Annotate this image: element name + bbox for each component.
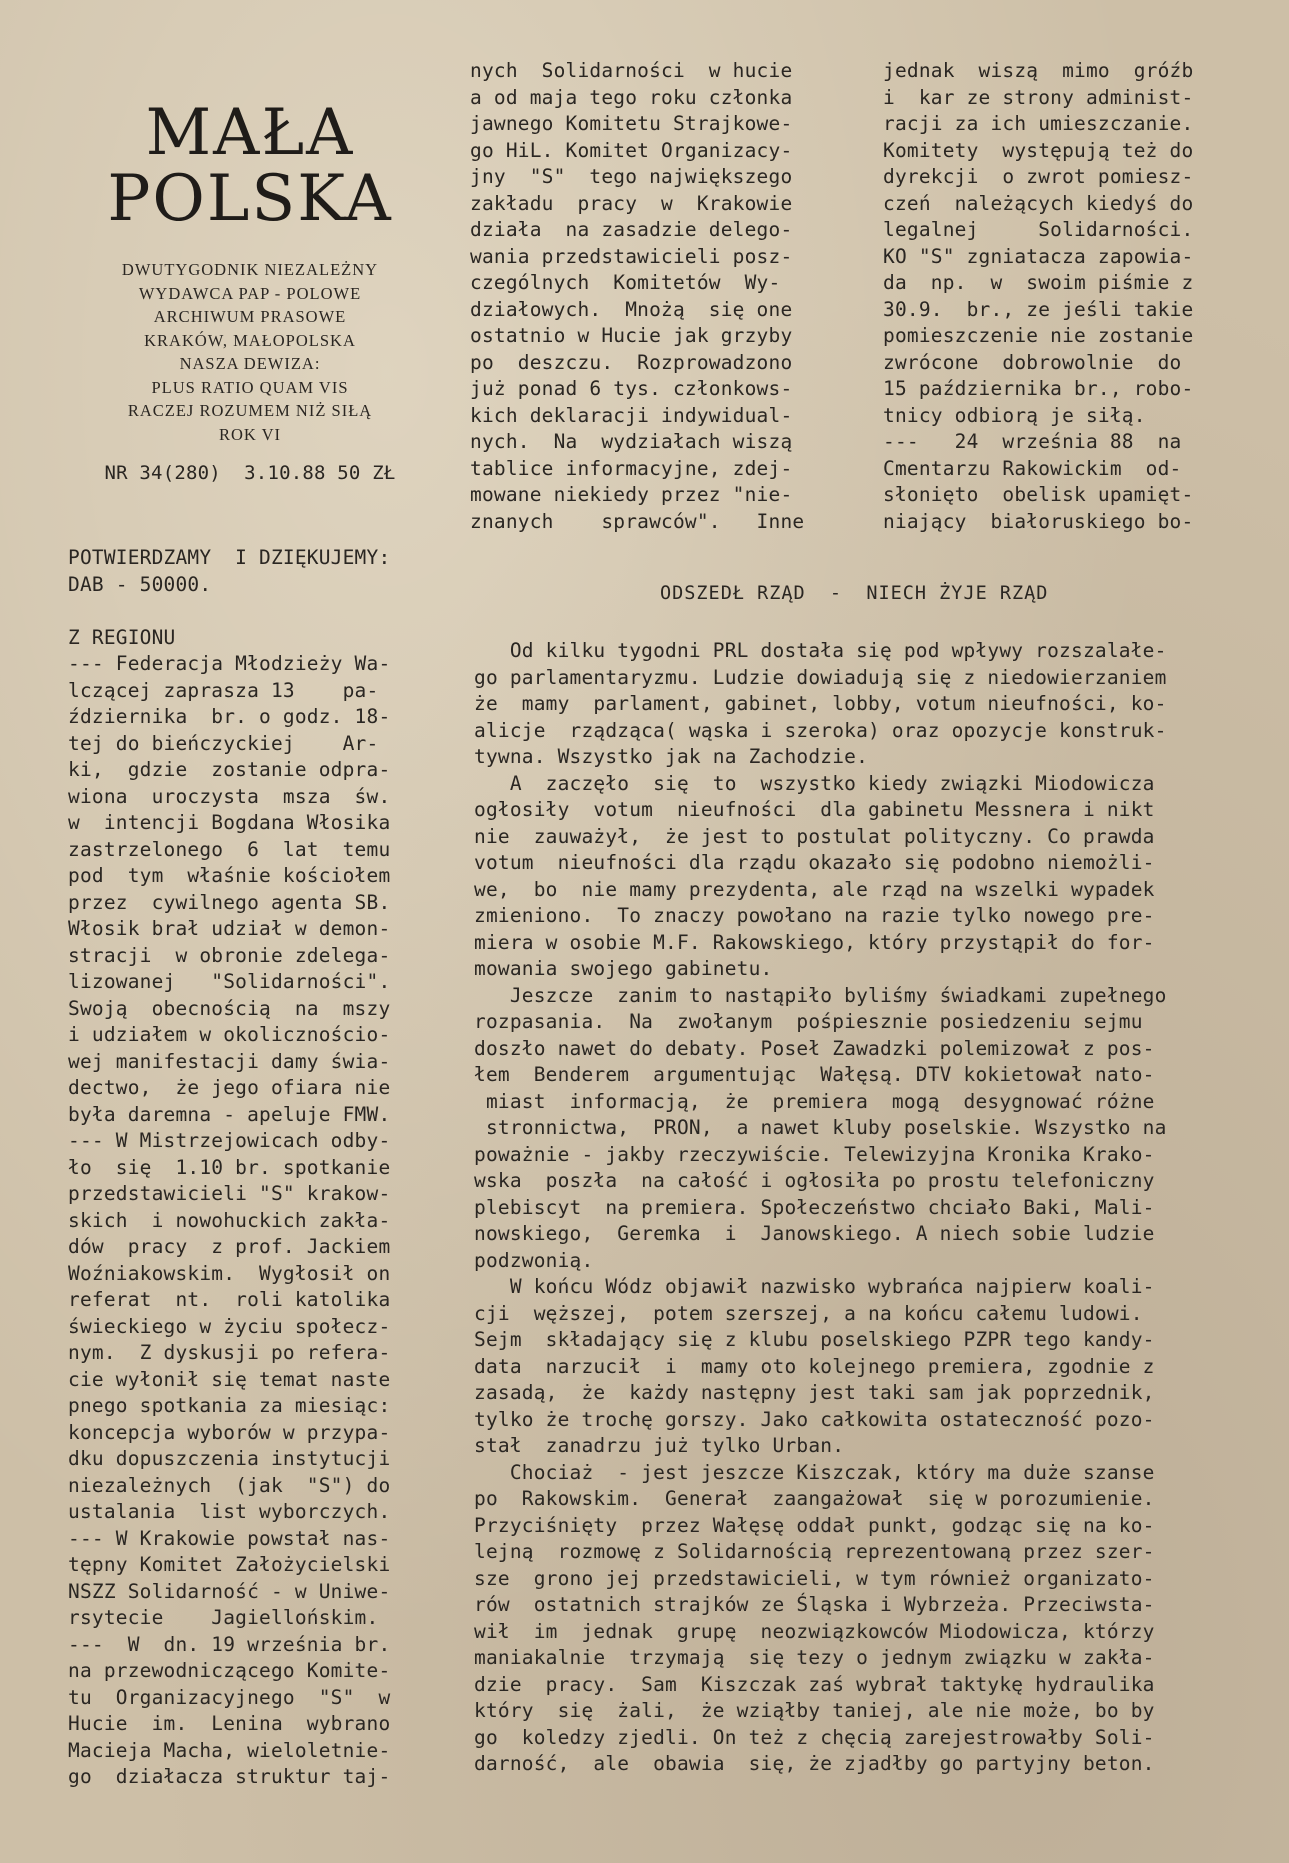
text-line: niezależnych (jak "S") do [68, 1473, 391, 1497]
article-line: podzwonią. [474, 1248, 594, 1272]
text-line: Komitety występują też do [883, 138, 1194, 162]
right-column [883, 58, 1253, 535]
text-line: racji za ich umieszczanie. [883, 112, 1194, 135]
text-line: NSZZ Solidarność - w Uniwe- [68, 1579, 391, 1603]
article-line: nie zauważył, że jest to postulat polityczny. Co prawda [474, 824, 1155, 848]
article-line: rów ostatnich strajków ze Śląska i Wybrzeża. Przeciwsta- [474, 1593, 1155, 1616]
article-line: ogłosiły votum nieufności dla gabinetu Messnera i nikt [474, 798, 1155, 821]
text-line: Hucie im. Lenina wybrano [68, 1712, 391, 1735]
article-line: stronnictwa, PRON, a nawet kluby poselskie. Wszystko na [474, 1116, 1167, 1139]
masthead-info-line: PLUS RATIO QUAM VIS [151, 377, 349, 397]
text-line: czeń należących kiedyś do [883, 191, 1194, 215]
text-line: koncepcja wyborów w przypa- [68, 1420, 391, 1444]
article-line: że mamy parlament, gabinet, lobby, votum nieufności, ko- [474, 692, 1167, 715]
text-line: jny "S" tego największego [470, 165, 793, 188]
text-line: tej do bieńczyckiej Ar- [68, 731, 379, 755]
article-line: który się żali, że wziąłby taniej, ale nie może, bo by [474, 1699, 1155, 1722]
text-line: wania przedstawicieli posz- [470, 244, 793, 268]
article-line: alicje rządząca( wąska i szeroka) oraz opozycje konstruk- [474, 718, 1167, 742]
text-line: pnego spotkania za miesiąc: [68, 1394, 391, 1417]
text-line: działa na zasadzie delego- [470, 218, 793, 241]
text-line: ostatnio w Hucie jak grzyby [470, 324, 793, 347]
article-line: we, bo nie mamy prezydenta, ale rząd na wszelki wypadek [474, 877, 1155, 901]
text-line: jawnego Komitetu Strajkowe- [470, 112, 793, 135]
text-line [68, 598, 438, 625]
article-headline: ODSZEDŁ RZĄD - NIECH ŻYJE RZĄD [660, 583, 1049, 604]
left-column [68, 545, 438, 1791]
text-line: --- 24 września 88 na [883, 430, 1182, 453]
text-line: mowane niekiedy przez "nie- [470, 483, 793, 506]
text-line: niający białoruskiego bo- [883, 509, 1194, 533]
text-line: KO "S" zgniatacza zapowia- [883, 244, 1194, 268]
article-line: cji węższej, potem szerszej, a na końcu całemu ludowi. [474, 1301, 1143, 1325]
article-line: miast informacją, że premiera mogą desygnować różne [474, 1089, 1155, 1113]
article-line: go koledzy zjedli. On też z chęcią zarejestrowałby Soli- [474, 1725, 1155, 1749]
article-line: go parlamentaryzmu. Ludzie dowiadują się z niedowierzaniem [474, 665, 1167, 689]
text-line: nych. Na wydziałach wiszą [470, 430, 793, 453]
middle-column [470, 58, 840, 535]
text-line: wej manifestacji damy świa- [68, 1049, 391, 1073]
article-line: votum nieufności dla rządu okazało się podobno niemożli- [474, 851, 1155, 874]
text-line: Z REGIONU [68, 625, 176, 649]
text-line: go HiL. Komitet Organizacy- [470, 138, 793, 162]
text-line: go działacza struktur taj- [68, 1765, 391, 1788]
text-line: w intencji Bogdana Włosika [68, 811, 391, 834]
article-line: tywna. Wszystko jak na Zachodzie. [474, 745, 869, 768]
masthead-info-line: DWUTYGODNIK NIEZALEŻNY [121, 260, 379, 279]
article-line: Chociaż - jest jeszcze Kiszczak, który ma duże szanse [474, 1460, 1155, 1484]
text-line: skich i nowohuckich zakła- [68, 1208, 391, 1232]
article-line: dzie pracy. Sam Kiszczak zaś wybrał taktykę hydraulika [474, 1672, 1155, 1696]
article-line: doszło nawet do debaty. Poseł Zawadzki polemizował z pos- [474, 1036, 1155, 1060]
text-line: Włosik brał udział w demon- [68, 917, 391, 940]
article-line: plebiscyt na premiera. Społeczeństwo chciało Baki, Mali- [474, 1195, 1155, 1219]
text-line: DAB - 50000. [68, 572, 212, 596]
text-line: tnicy odbiorą je siłą. [883, 403, 1146, 427]
text-line: Macieja Macha, wieloletnie- [68, 1738, 391, 1762]
text-line: lizowanej "Solidarności". [68, 970, 391, 993]
text-line: ustalania list wyborczych. [68, 1500, 391, 1523]
masthead [60, 96, 440, 487]
article-line: miera w osobie M.F. Rakowskiego, który przystąpił do for- [474, 930, 1155, 954]
text-line: przez cywilnego agenta SB. [68, 890, 391, 914]
text-line: da np. w swoim piśmie z [883, 271, 1194, 294]
masthead-info-line: KRAKÓW, MAŁOPOLSKA [144, 330, 356, 350]
issue-number-date-price: NR 34(280) 3.10.88 50 ZŁ [104, 462, 396, 484]
masthead-info-line: WYDAWCA PAP - POLOWE [138, 283, 362, 303]
text-line: działowych. Mnożą się one [470, 297, 793, 321]
article-line: mowania swojego gabinetu. [474, 957, 773, 980]
article-line: po Rakowskim. Generał zaangażował się w porozumienie. [474, 1487, 1155, 1510]
text-line: stracji w obronie zdelega- [68, 943, 391, 967]
article-line: lejną rozmowę z Solidarnością reprezentowaną przez szer- [474, 1540, 1155, 1563]
text-line: --- W dn. 19 września br. [68, 1632, 391, 1656]
text-line: --- W Krakowie powstał nas- [68, 1526, 391, 1550]
article-line: zasadą, że każdy następny jest taki sam jak poprzednik, [474, 1381, 1155, 1404]
text-line: --- W Mistrzejowicach odby- [68, 1129, 391, 1152]
text-line: tępny Komitet Założycielski [68, 1553, 391, 1576]
text-line: cie wyłonił się temat naste [68, 1367, 391, 1391]
article-line: stał zanadrzu już tylko Urban. [474, 1434, 845, 1457]
article-line: nowskiego, Geremka i Janowskiego. A niech sobie ludzie [474, 1222, 1155, 1245]
text-line: lczącej zaprasza 13 pa- [68, 678, 379, 702]
text-line: pomieszczenie nie zostanie [883, 324, 1194, 347]
text-line: nych Solidarności w hucie [470, 59, 793, 82]
text-line: już ponad 6 tys. członkows- [470, 377, 793, 400]
article-line: zmieniono. To znaczy powołano na razie tylko nowego pre- [474, 904, 1155, 927]
text-line: znanych sprawców". Inne [470, 509, 805, 533]
masthead-info-line: ROK VI [218, 424, 282, 444]
text-line: była daremna - apeluje FMW. [68, 1102, 391, 1126]
text-line: 15 października br., robo- [883, 377, 1194, 400]
article-line: data narzucił i mamy oto kolejnego premiera, zgodnie z [474, 1354, 1155, 1378]
article-body [474, 638, 1264, 1778]
text-line: kich deklaracji indywidual- [470, 403, 793, 427]
text-line: czególnych Komitetów Wy- [470, 271, 781, 294]
text-line: wiona uroczysta msza św. [68, 784, 391, 808]
text-line: przedstawicieli "S" krakow- [68, 1182, 391, 1205]
text-line: nym. Z dyskusji po refera- [68, 1341, 391, 1364]
article-line: rozpasania. Na zwołanym pośpiesznie posiedzeniu sejmu [474, 1010, 1143, 1033]
text-line: a od maja tego roku członka [470, 85, 793, 109]
article-line: łem Benderem argumentując Wałęsą. DTV kokietował nato- [474, 1063, 1155, 1086]
text-line: Cmentarzu Rakowickim od- [883, 456, 1182, 480]
text-line: słonięto obelisk upamięt- [883, 483, 1194, 506]
article-line: Przyciśnięty przez Wałęsę oddał punkt, godząc się na ko- [474, 1513, 1155, 1537]
article-line: A zaczęło się to wszystko kiedy związki Miodowicza [474, 771, 1155, 795]
article-line: wił im jednak grupę neozwiązkowców Miodowicza, którzy [474, 1619, 1155, 1643]
text-line: dów pracy z prof. Jackiem [68, 1235, 391, 1258]
article-line: Od kilku tygodni PRL dostała się pod wpływy rozszalałe- [474, 639, 1167, 662]
article-line: darność, ale obawia się, że zjadłby go partyjny beton. [474, 1752, 1155, 1775]
text-line: ło się 1.10 br. spotkanie [68, 1155, 391, 1179]
text-line: pod tym właśnie kościołem [68, 864, 391, 887]
article-line: wska poszła na całość i ogłosiła po prostu telefoniczny [474, 1169, 1155, 1192]
text-line: dectwo, że jego ofiara nie [68, 1076, 391, 1099]
text-line: rsytecie Jagiellońskim. [68, 1606, 379, 1629]
text-line: legalnej Solidarności. [883, 218, 1194, 241]
masthead-info-line: NASZA DEWIZA: [179, 354, 321, 373]
text-line: na przewodniczącego Komite- [68, 1659, 391, 1682]
text-line: 30.9. br., ze jeśli takie [883, 297, 1194, 321]
article-line: W końcu Wódz objawił nazwisko wybrańca najpierw koali- [474, 1275, 1155, 1298]
text-line: Swoją obecnością na mszy [68, 996, 391, 1020]
article-line: maniakalnie trzymają się tezy o jednym związku w zakła- [474, 1646, 1155, 1669]
text-line: dyrekcji o zwrot pomiesz- [883, 165, 1194, 188]
text-line: POTWIERDZAMY I DZIĘKUJEMY: [68, 546, 391, 569]
text-line: i udziałem w okolicznościo- [68, 1023, 391, 1046]
article-line: Jeszcze zanim to nastąpiło byliśmy świadkami zupełnego [474, 983, 1167, 1007]
masthead-title-line1: MAŁA [145, 96, 355, 170]
text-line: zwrócone dobrowolnie do [883, 350, 1182, 374]
text-line: dku dopuszczenia instytucji [68, 1447, 391, 1470]
text-line: --- Federacja Młodzieży Wa- [68, 652, 391, 675]
text-line: ki, gdzie zostanie odpra- [68, 758, 391, 781]
masthead-info-line: ARCHIWUM PRASOWE [153, 307, 347, 326]
article-line: poważnie - jakby rzeczywiście. Telewizyjna Kronika Krako- [474, 1142, 1155, 1166]
text-line: tu Organizacyjnego "S" w [68, 1685, 391, 1709]
text-line: zakładu pracy w Krakowie [470, 191, 793, 215]
text-line: tablice informacyjne, zdej- [470, 456, 793, 480]
article-line: Sejm składający się z klubu poselskiego PZPR tego kandy- [474, 1328, 1155, 1351]
article-line: tylko że trochę gorszy. Jako całkowita ostateczność pozo- [474, 1407, 1155, 1431]
masthead-info-line: RACZEJ ROZUMEM NIŻ SIŁĄ [127, 401, 373, 420]
text-line: referat nt. roli katolika [68, 1288, 391, 1311]
text-line: po deszczu. Rozprowadzono [470, 350, 793, 374]
article-line: sze grono jej przedstawicieli, w tym również organizato- [474, 1566, 1155, 1590]
text-line: Woźniakowskim. Wygłosił on [68, 1261, 391, 1285]
text-line: ździernika br. o godz. 18- [68, 705, 391, 728]
text-line: i kar ze strony administ- [883, 85, 1194, 109]
text-line: jednak wiszą mimo gróźb [883, 59, 1194, 82]
text-line: świeckiego w życiu społecz- [68, 1314, 391, 1338]
text-line: zastrzelonego 6 lat temu [68, 837, 391, 861]
masthead-title-line2: POLSKA [107, 162, 393, 236]
